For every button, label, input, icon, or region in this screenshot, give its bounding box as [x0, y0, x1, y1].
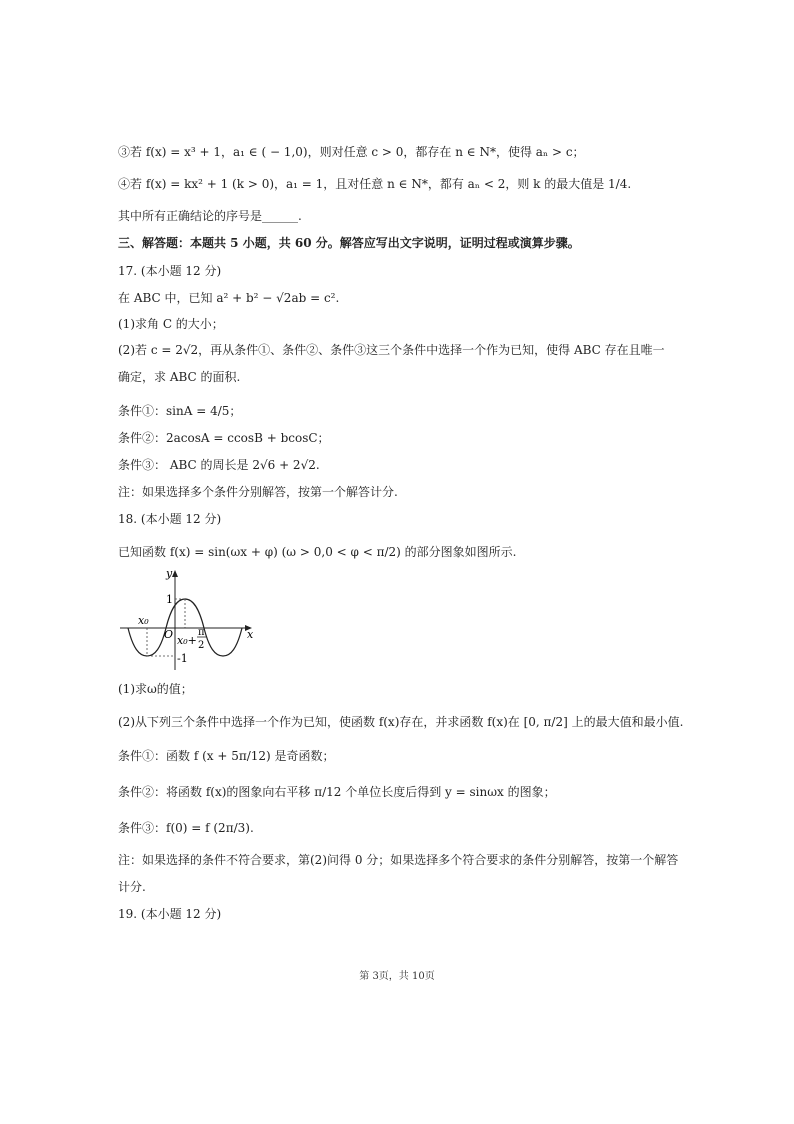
line-item-3: ③若 f(x) = x³ + 1，a₁ ∈ ( − 1,0)，则对任意 c > 0，都存在 n ∈ N*，使得 aₙ > c；: [118, 145, 585, 159]
q18-heading: 18. (本小题 12 分): [118, 512, 222, 526]
y-axis-arrow: [172, 570, 178, 577]
q17-given: 在 ABC 中，已知 a² + b² − √2ab = c².: [118, 291, 340, 305]
q17-part2-cont: 确定，求 ABC 的面积.: [118, 370, 241, 384]
pi-label: π: [198, 627, 205, 638]
q17-note: 注：如果选择多个条件分别解答，按第一个解答计分.: [118, 485, 398, 499]
q18-note: 注：如果选择的条件不符合要求，第(2)问得 0 分；如果选择多个符合要求的条件分别解答，按第一个解答: [118, 853, 679, 867]
y-axis-label: y: [166, 567, 173, 580]
q18-note-cont: 计分.: [118, 880, 146, 894]
q18-part2: (2)从下列三个条件中选择一个作为已知，使函数 f(x)存在，并求函数 f(x)在 [0, π/2] 上的最大值和最小值.: [118, 715, 684, 729]
section-heading: 三、解答题：本题共 5 小题，共 60 分。解答应写出文字说明，证明过程或演算步骤。: [118, 236, 580, 250]
q17-condition3: 条件③： ABC 的周长是 2√6 + 2√2.: [118, 458, 320, 472]
y-max-label: 1: [166, 593, 173, 606]
q18-given: 已知函数 f(x) = sin(ωx + φ) (ω > 0,0 < φ < π/2) 的部分图象如图所示.: [118, 545, 517, 559]
q18-part1: (1)求ω的值；: [118, 682, 193, 696]
line-item-4: ④若 f(x) = kx² + 1 (k > 0)，a₁ = 1，且对任意 n ∈ N*，都有 aₙ < 2，则 k 的最大值是 1/4.: [118, 177, 632, 191]
q17-part1: (1)求角 C 的大小；: [118, 317, 224, 331]
two-label: 2: [198, 640, 205, 651]
answer-prompt: 其中所有正确结论的序号是______.: [118, 209, 302, 223]
q18-condition1: 条件①：函数 f (x + 5π/12) 是奇函数；: [118, 749, 335, 763]
q17-condition2: 条件②：2acosA = ccosB + bcosC；: [118, 431, 330, 445]
q17-condition1: 条件①：sinA = 4/5；: [118, 404, 242, 418]
q17-part2: (2)若 c = 2√2，再从条件①、条件②、条件③这三个条件中选择一个作为已知，使得 ABC 存在且唯一: [118, 343, 665, 357]
origin-label: O: [164, 628, 174, 641]
y-min-label: -1: [177, 652, 188, 665]
x0-label: x₀: [138, 614, 149, 627]
x-axis-label: x: [247, 628, 254, 641]
x0-plus-label: x₀+: [177, 634, 197, 647]
q19-heading: 19. (本小题 12 分): [118, 907, 222, 921]
q18-condition2: 条件②：将函数 f(x)的图象向右平移 π/12 个单位长度后得到 y = sinωx 的图象；: [118, 785, 556, 799]
q17-heading: 17. (本小题 12 分): [118, 264, 222, 278]
page-footer: 第 3页，共 10页: [359, 971, 435, 982]
sine-graph-figure: [118, 562, 258, 674]
q18-condition3: 条件③：f(0) = f (2π/3).: [118, 821, 254, 835]
